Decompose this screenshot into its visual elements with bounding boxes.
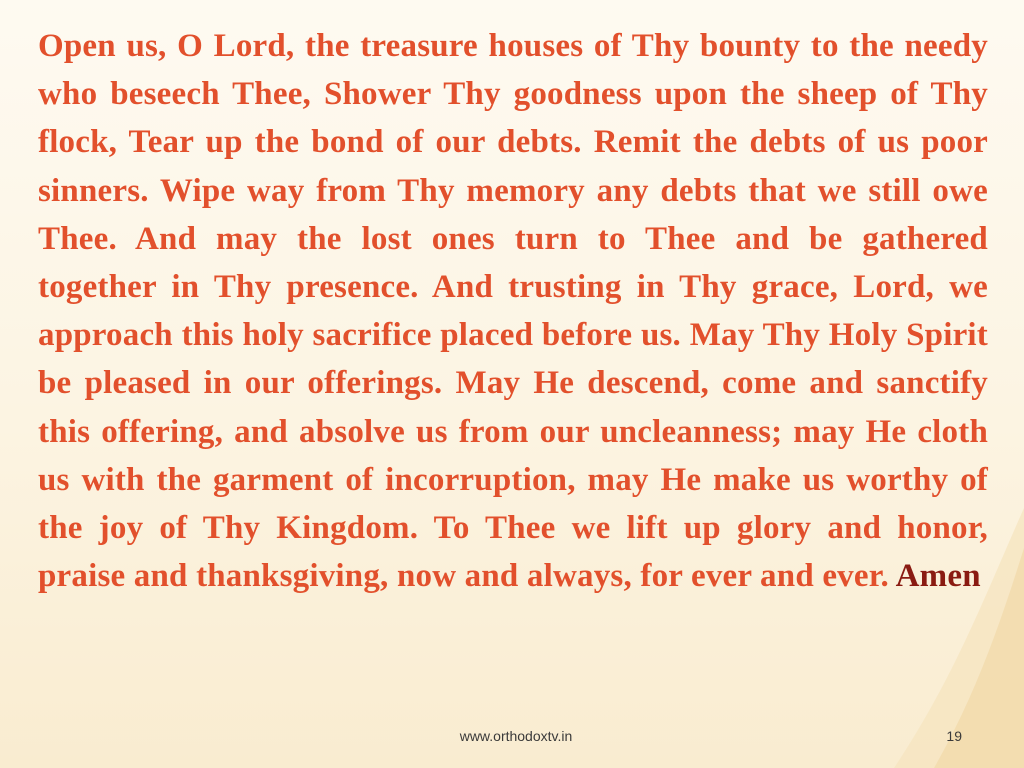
amen-word: Amen <box>895 558 981 595</box>
prayer-text: Open us, O Lord, the treasure houses of Thy bounty to the needy who beseech Thee, Shower Thy goodness upon the sheep of Thy flock, Tear up the bond of our debts. Remit the debts of us poor sinners. Wipe way from Thy memory any debts that we still owe Thee. And may the lost ones turn to Thee and be gathered together in Thy presence. And trusting in Thy grace, Lord, we approach this holy sacrifice placed before us. May Thy Holy Spirit be pleased in our offerings. May He descend, come and sanctify this offering, and absolve us from our uncleanness; may He cloth us with the garment of incorruption, may He make us worthy of the joy of Thy Kingdom. To Thee we lift up glory and honor, praise and thanksgiving, now and always, for ever and ever. <box>38 28 988 595</box>
prayer-paragraph <box>38 22 988 600</box>
footer-website-text: www.orthodoxtv.in <box>459 728 573 744</box>
slide-number: 19 <box>946 728 962 744</box>
footer-website <box>0 728 1024 744</box>
